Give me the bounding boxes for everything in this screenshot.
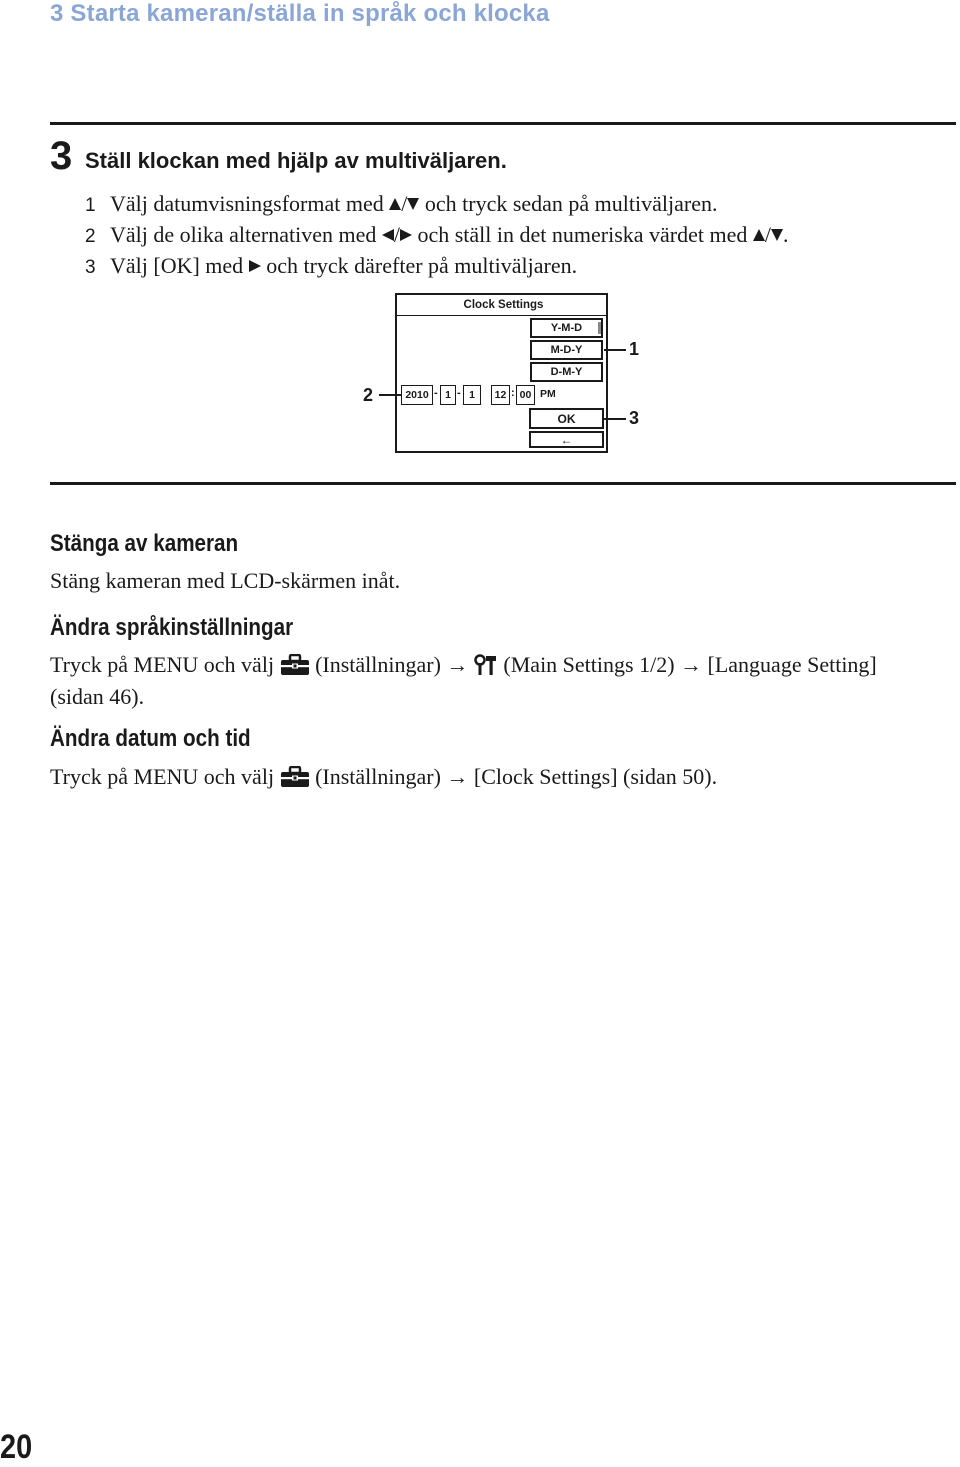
date-separator: - [434, 387, 438, 399]
date-separator: - [457, 387, 461, 399]
format-mdy-button[interactable]: M-D-Y [530, 340, 603, 360]
section-heading-language: Ändra språkinställningar [50, 614, 294, 641]
section-divider [50, 482, 956, 485]
section-text-language: Tryck på MENU och välj (Inställningar) → (Main Settings 1/2) → [Language Setting] (sidan 46). [50, 652, 877, 709]
top-divider [50, 122, 956, 125]
callout-label-3: 3 [629, 408, 640, 428]
chapter-header: 3 Starta kameran/ställa in språk och klocka [50, 0, 550, 27]
ok-button[interactable]: OK [529, 408, 604, 429]
time-separator: : [511, 387, 515, 399]
section-text-power-off: Stäng kameran med LCD-skärmen inåt. [50, 568, 401, 593]
screen-title: Clock Settings [463, 299, 544, 311]
section-heading-datetime: Ändra datum och tid [50, 725, 251, 752]
page-number: 20 [0, 1428, 33, 1466]
scroll-indicator [598, 322, 601, 334]
triangle-right-icon [249, 260, 261, 272]
triangle-down-icon [771, 229, 783, 241]
substep-number: 2 [85, 226, 96, 247]
substep-number: 3 [85, 257, 96, 278]
screen-title-divider [397, 315, 606, 316]
ampm-indicator: PM [540, 388, 556, 400]
year-field[interactable]: 2010 [401, 385, 433, 405]
section-heading-power-off: Stänga av kameran [50, 530, 239, 557]
toolbox-icon [280, 654, 310, 683]
minute-field[interactable]: 00 [516, 385, 535, 405]
substep-1: 1 Välj datumvisningsformat med / och tryck sedan på multiväljaren. [85, 191, 718, 216]
substep-number: 1 [85, 195, 96, 216]
toolbox-icon [280, 766, 310, 795]
format-ymd-button[interactable]: Y-M-D [530, 318, 603, 338]
callout-line-3 [604, 418, 626, 420]
day-field[interactable]: 1 [463, 385, 481, 405]
triangle-down-icon [407, 198, 419, 210]
section-text-datetime: Tryck på MENU och välj (Inställningar) → [Clock Settings] (sidan 50). [50, 763, 717, 795]
callout-label-1: 1 [629, 339, 640, 359]
step-number: 3 [50, 134, 73, 178]
step-title: Ställ klockan med hjälp av multiväljaren. [85, 148, 507, 173]
triangle-right-icon [400, 229, 412, 241]
format-dmy-button[interactable]: D-M-Y [530, 362, 603, 382]
substep-2: 2 Välj de olika alternativen med / och ställ in det numeriska värdet med / . [85, 222, 789, 247]
month-field[interactable]: 1 [440, 385, 456, 405]
hour-field[interactable]: 12 [491, 385, 510, 405]
triangle-up-icon [753, 229, 765, 241]
callout-line-2 [379, 394, 401, 396]
triangle-up-icon [389, 198, 401, 210]
substep-3: 3 Välj [OK] med och tryck därefter på multiväljaren. [85, 253, 578, 278]
wrench-icon [474, 654, 498, 683]
back-arrow-button[interactable]: ← [529, 431, 604, 448]
callout-label-2: 2 [363, 385, 374, 405]
callout-line-1 [604, 349, 626, 351]
triangle-left-icon [382, 229, 394, 241]
